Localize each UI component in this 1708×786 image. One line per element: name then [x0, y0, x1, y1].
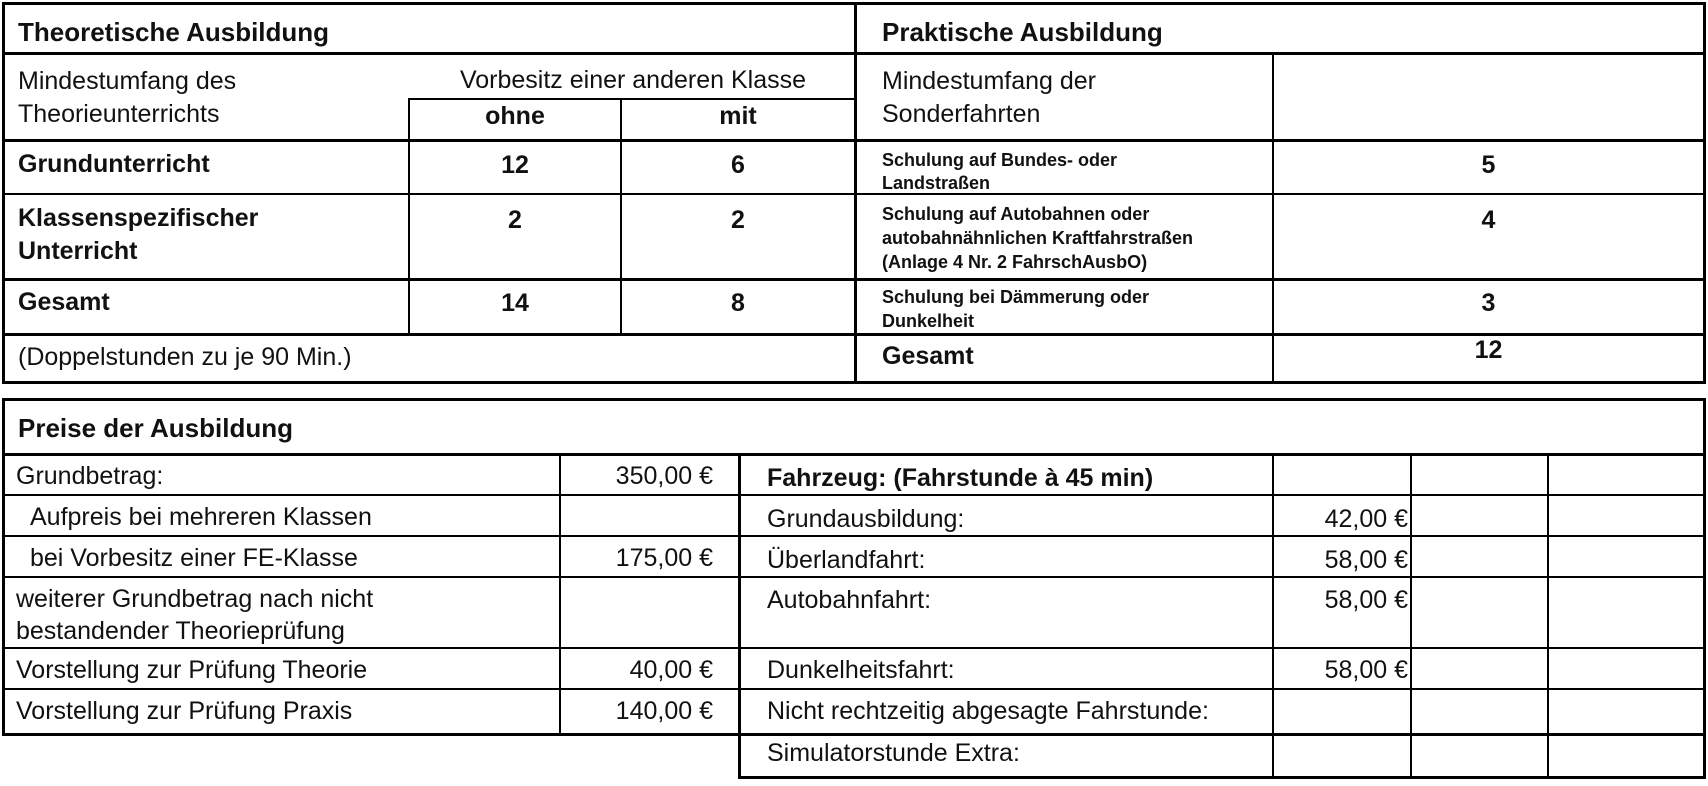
- table-border: [2, 398, 5, 736]
- table-divider: [2, 647, 1706, 649]
- theory-header: Theoretische Ausbildung: [18, 17, 330, 47]
- table-divider: [559, 453, 561, 736]
- vehicle-price-label: Dunkelheitsfahrt:: [767, 656, 955, 684]
- table-divider: [2, 535, 1706, 537]
- row-label: Unterricht: [18, 237, 138, 265]
- vehicle-price-value: 58,00 €: [1324, 656, 1408, 684]
- vehicle-price-value: 58,00 €: [1324, 546, 1408, 574]
- price-label: Grundbetrag:: [16, 462, 164, 490]
- theory-label: Theorieunterrichts: [18, 100, 220, 128]
- special-drive-label: Landstraßen: [882, 173, 991, 193]
- cell-value: 8: [731, 289, 745, 317]
- special-drive-label: Dunkelheit: [882, 311, 975, 331]
- special-drive-label: Schulung auf Bundes- oder: [882, 150, 1118, 170]
- price-value: 350,00 €: [615, 462, 713, 490]
- row-label: Grundunterricht: [18, 150, 210, 178]
- price-value: 140,00 €: [615, 697, 713, 725]
- table-divider: [1410, 453, 1412, 779]
- col-with-header: mit: [719, 102, 757, 130]
- prior-class-header: Vorbesitz einer anderen Klasse: [459, 66, 807, 94]
- table-divider: [2, 733, 1706, 736]
- vehicle-price-label: Simulatorstunde Extra:: [767, 739, 1020, 767]
- special-drive-label: autobahnähnlichen Kraftfahrstraßen: [882, 228, 1194, 248]
- table-divider: [2, 494, 1706, 496]
- vehicle-price-label: Autobahnfahrt:: [767, 586, 932, 614]
- vehicle-price-label: Nicht rechtzeitig abgesagte Fahrstunde:: [767, 697, 1209, 725]
- price-label: weiterer Grundbetrag nach nicht: [16, 585, 374, 613]
- special-drive-label: Schulung auf Autobahnen oder: [882, 204, 1150, 224]
- table-border: [738, 776, 1706, 779]
- special-drive-label: Schulung bei Dämmerung oder: [882, 287, 1150, 307]
- price-label: Vorstellung zur Prüfung Theorie: [16, 656, 368, 684]
- price-value: 175,00 €: [615, 544, 713, 572]
- price-label: Vorstellung zur Prüfung Praxis: [16, 697, 353, 725]
- vehicle-price-label: Überlandfahrt:: [767, 546, 926, 574]
- practice-label: Mindestumfang der: [882, 67, 1097, 95]
- table-divider: [1547, 453, 1549, 779]
- col-without-header: ohne: [485, 102, 545, 130]
- price-label: bestandender Theorieprüfung: [16, 617, 345, 645]
- table-border: [1703, 2, 1706, 384]
- table-border: [2, 398, 1706, 401]
- vehicle-price-label: Grundausbildung:: [767, 505, 965, 533]
- cell-value: 14: [501, 289, 529, 317]
- vehicle-price-value: 58,00 €: [1324, 586, 1408, 614]
- row-label: Klassenspezifischer: [18, 204, 259, 232]
- practice-label: Sonderfahrten: [882, 100, 1041, 128]
- section-divider: [854, 2, 857, 384]
- price-value: 40,00 €: [629, 656, 713, 684]
- special-drive-value: 5: [1481, 151, 1496, 179]
- price-label: Aufpreis bei mehreren Klassen: [30, 503, 372, 531]
- row-label: Gesamt: [18, 288, 110, 316]
- price-label: bei Vorbesitz einer FE-Klasse: [30, 544, 358, 572]
- theory-note: (Doppelstunden zu je 90 Min.): [18, 343, 352, 371]
- table-divider: [2, 688, 1706, 690]
- practice-header: Praktische Ausbildung: [882, 17, 1163, 47]
- vehicle-price-value: 42,00 €: [1324, 505, 1408, 533]
- theory-label: Mindestumfang des: [18, 67, 237, 95]
- cell-value: 2: [508, 206, 522, 234]
- cell-value: 12: [501, 151, 529, 179]
- table-divider: [2, 576, 1706, 578]
- table-divider: [1272, 453, 1274, 779]
- table-border: [1703, 398, 1706, 779]
- special-drive-value: 4: [1481, 206, 1496, 234]
- practice-total-label: Gesamt: [882, 342, 974, 370]
- table-divider: [408, 98, 856, 100]
- cell-value: 2: [731, 206, 745, 234]
- vehicle-header: Fahrzeug: (Fahrstunde à 45 min): [767, 464, 1154, 492]
- table-border: [2, 2, 5, 384]
- practice-total-value: 12: [1474, 336, 1503, 364]
- prices-header: Preise der Ausbildung: [18, 413, 293, 443]
- cell-value: 6: [731, 151, 745, 179]
- special-drive-value: 3: [1481, 289, 1496, 317]
- table-divider: [2, 453, 1706, 456]
- special-drive-label: (Anlage 4 Nr. 2 FahrschAusbO): [882, 252, 1148, 272]
- table-divider: [738, 453, 741, 779]
